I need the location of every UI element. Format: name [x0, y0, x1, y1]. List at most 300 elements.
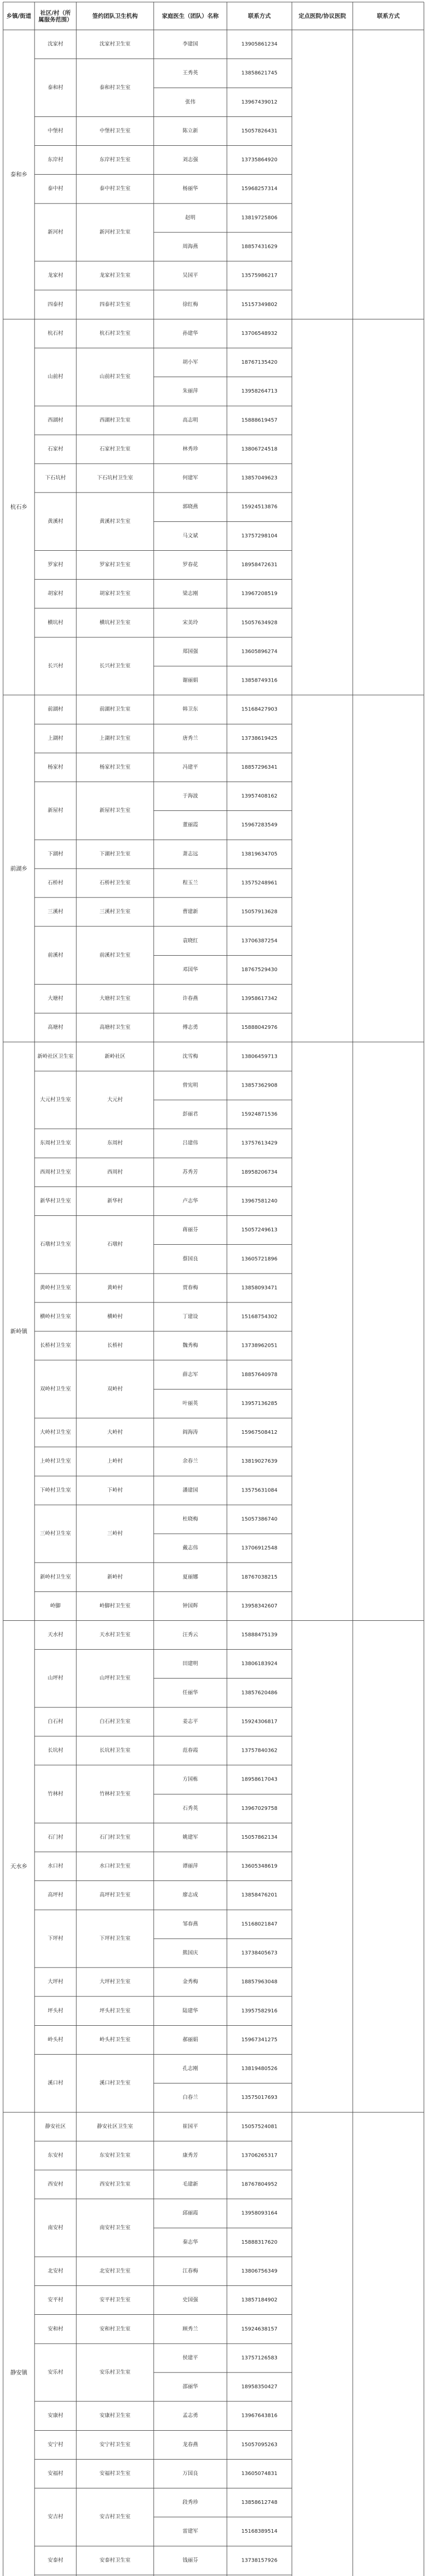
community-name: 大塘村 — [47, 996, 63, 1002]
team-name: 石家村卫生室 — [100, 446, 130, 452]
doctor-phone: 15888475139 — [241, 1632, 277, 1638]
doctor-phone: 13738619425 — [241, 735, 277, 741]
community-name: 三溪村 — [47, 909, 63, 915]
doctor-phone: 15057862134 — [241, 1834, 277, 1840]
team-name: 西湖村卫生室 — [100, 417, 130, 423]
doctor-phone: 13857184902 — [241, 2297, 277, 2303]
community-name: 竹林村 — [47, 1791, 63, 1797]
team-name: 横坑村卫生室 — [100, 620, 130, 626]
team-name: 前湖村卫生室 — [100, 706, 130, 713]
community-name: 石门村 — [47, 1834, 63, 1840]
doctor-name: 高志明 — [183, 417, 198, 423]
community-name: 安乐村 — [47, 2369, 63, 2376]
community-name: 安康村 — [47, 2413, 63, 2419]
community-name: 山前村 — [47, 374, 63, 380]
doctor-phone: 13957136285 — [241, 1400, 277, 1406]
doctor-name: 蒋丽芬 — [183, 1227, 198, 1233]
team-name: 黄溪村卫生室 — [100, 518, 130, 524]
team-name: 坪头村卫生室 — [100, 2008, 130, 2014]
column-header-1: 社区/村（所属服务范围） — [38, 9, 73, 23]
town-name: 静安镇 — [10, 2369, 27, 2376]
doctor-phone: 13735864920 — [241, 157, 277, 163]
team-name: 长兴村卫生室 — [100, 663, 130, 669]
community-name: 安福村 — [47, 2470, 63, 2477]
team-name: 静安社区卫生室 — [97, 2124, 133, 2130]
doctor-name: 周海燕 — [183, 244, 198, 250]
town-name: 前湖乡 — [10, 865, 27, 872]
doctor-phone: 13605896274 — [241, 649, 277, 655]
doctor-phone: 13575248961 — [241, 880, 277, 886]
doctor-phone: 15168389514 — [241, 2529, 277, 2535]
community-name: 西安村 — [47, 2181, 63, 2188]
community-name: 白石村 — [47, 1719, 63, 1725]
doctor-phone: 15057249613 — [241, 1227, 277, 1233]
doctor-name: 陆建华 — [183, 2008, 198, 2014]
doctor-name: 侯建平 — [183, 2355, 198, 2361]
team-name: 大岭村 — [107, 1430, 123, 1436]
doctor-name: 戴志伟 — [183, 1545, 198, 1551]
team-name: 岭脚村卫生室 — [100, 1603, 130, 1609]
column-header-0: 乡镇/街道 — [6, 12, 31, 20]
doctor-phone: 13967029758 — [241, 1805, 277, 1811]
doctor-phone: 15888317620 — [241, 2239, 277, 2245]
team-name: 三溪村卫生室 — [100, 909, 130, 915]
doctor-name: 沈雪梅 — [183, 1054, 198, 1060]
team-name: 安宁村卫生室 — [100, 2442, 130, 2448]
team-name: 山坪村卫生室 — [100, 1675, 130, 1682]
doctor-phone: 13858612748 — [241, 2500, 277, 2506]
doctor-name: 段秀珍 — [183, 2500, 198, 2506]
doctor-phone: 15168021847 — [241, 1921, 277, 1927]
doctor-phone: 13967581240 — [241, 1198, 277, 1204]
doctor-name: 冯建平 — [183, 764, 198, 770]
community-name: 大坪村 — [47, 1979, 63, 1985]
doctor-name: 彭丽君 — [183, 1111, 198, 1117]
community-name: 石桥村 — [47, 880, 63, 886]
doctor-name: 袁晓红 — [183, 938, 198, 944]
doctor-name: 曹建新 — [183, 909, 198, 915]
doctor-phone: 18857963048 — [241, 1979, 277, 1985]
doctor-name: 林秀珍 — [183, 446, 198, 452]
doctor-phone: 15057826431 — [241, 128, 277, 134]
team-name: 长坑村卫生室 — [100, 1748, 130, 1754]
team-name: 沈家村卫生室 — [100, 41, 130, 47]
doctor-phone: 15157349802 — [241, 301, 277, 308]
team-name: 大元村 — [107, 1097, 123, 1103]
doctor-phone: 15888042976 — [241, 1025, 277, 1031]
community-name: 三岭村卫生室 — [40, 1531, 71, 1537]
team-name: 上岭村 — [107, 1459, 123, 1465]
doctor-name: 方国栋 — [183, 1776, 198, 1783]
team-name: 新岭村 — [107, 1574, 123, 1580]
doctor-phone: 13819027639 — [241, 1459, 277, 1465]
team-name: 泰和村卫生室 — [100, 84, 130, 91]
team-name: 新华村 — [107, 1198, 123, 1204]
doctor-phone: 18958350427 — [241, 2384, 277, 2390]
doctor-phone: 15968257314 — [241, 186, 277, 192]
doctor-name: 钟国辉 — [183, 1603, 198, 1609]
community-name: 沈家村 — [47, 41, 63, 47]
doctor-name: 唐秀兰 — [183, 735, 198, 741]
community-name: 罗家村 — [47, 562, 63, 568]
community-name: 岭头村 — [47, 2037, 63, 2043]
community-name: 横坑村 — [47, 620, 63, 626]
doctor-phone: 13605074831 — [241, 2470, 277, 2477]
team-name: 杨家村卫生室 — [100, 764, 130, 770]
doctor-phone: 18767529430 — [241, 967, 277, 973]
doctor-name: 谢丽娟 — [183, 677, 198, 684]
team-name: 高坪村卫生室 — [100, 1892, 130, 1899]
team-name: 安泰村卫生室 — [100, 2557, 130, 2564]
doctor-phone: 13819480526 — [241, 2066, 277, 2072]
team-name: 南安村卫生室 — [100, 2225, 130, 2231]
column-header-2: 签约团队卫生机构 — [92, 12, 138, 20]
doctor-name: 苏秀芳 — [183, 1169, 198, 1175]
community-name: 黄溪村 — [47, 518, 63, 524]
doctor-name: 蔡国良 — [183, 1256, 198, 1262]
community-name: 胡家村 — [47, 591, 63, 597]
doctor-name: 何建军 — [183, 475, 198, 481]
community-name: 东岸村 — [47, 157, 63, 163]
doctor-name: 郝丽娟 — [183, 2037, 198, 2043]
community-name: 安吉村 — [47, 2514, 63, 2520]
team-name: 四泰村卫生室 — [100, 301, 130, 308]
doctor-name: 罗春花 — [183, 562, 198, 568]
team-name: 安和村卫生室 — [100, 2326, 130, 2332]
team-name: 山前村卫生室 — [100, 374, 130, 380]
column-header-6: 联系方式 — [377, 12, 400, 20]
doctor-phone: 13967643816 — [241, 2413, 277, 2419]
doctor-phone: 13857620486 — [241, 1690, 277, 1696]
doctor-name: 马文斌 — [183, 533, 198, 539]
town-name: 杭石乡 — [10, 503, 27, 511]
doctor-phone: 13957582916 — [241, 2008, 277, 2014]
doctor-phone: 13738962051 — [241, 1343, 277, 1349]
doctor-phone: 13706548932 — [241, 330, 277, 336]
doctor-name: 叶丽英 — [183, 1400, 198, 1406]
community-name: 新河村 — [47, 229, 63, 235]
doctor-phone: 15057386740 — [241, 1516, 277, 1522]
doctor-name: 程玉兰 — [183, 880, 198, 886]
community-name: 杭石村 — [47, 330, 63, 336]
community-name: 北安村 — [47, 2268, 63, 2275]
doctor-phone: 15057634928 — [241, 620, 277, 626]
doctor-phone: 15924513876 — [241, 504, 277, 510]
doctor-phone: 13858093471 — [241, 1285, 277, 1291]
team-name: 黄岭村 — [107, 1285, 123, 1291]
doctor-phone: 13757298104 — [241, 533, 277, 539]
doctor-name: 张伟 — [185, 99, 195, 105]
team-name: 前溪村卫生室 — [100, 952, 130, 958]
doctor-phone: 15168754302 — [241, 1314, 277, 1320]
doctor-name: 王秀英 — [183, 70, 198, 76]
doctor-name: 龙春燕 — [183, 2442, 198, 2448]
doctor-phone: 13958617342 — [241, 996, 277, 1002]
doctor-phone: 13858476201 — [241, 1892, 277, 1899]
doctor-name: 杨丽华 — [183, 186, 198, 192]
doctor-name: 魏秀梅 — [183, 1343, 198, 1349]
community-name: 新华村卫生室 — [40, 1198, 71, 1204]
team-name: 长桥村 — [107, 1343, 123, 1349]
doctor-phone: 13806183924 — [241, 1661, 277, 1667]
community-name: 山坪村 — [47, 1675, 63, 1682]
doctor-phone: 13757126583 — [241, 2355, 277, 2361]
community-name: 下坪村 — [47, 1936, 63, 1942]
doctor-name: 陈立新 — [183, 128, 198, 134]
column-header-4: 联系方式 — [248, 12, 271, 20]
doctor-name: 卢志华 — [183, 1198, 198, 1204]
doctor-name: 傅志勇 — [183, 1025, 198, 1031]
community-name: 大岭村卫生室 — [40, 1430, 71, 1436]
doctor-name: 徐红梅 — [183, 301, 198, 308]
doctor-name: 汪秀云 — [183, 1632, 198, 1638]
community-name: 静安社区 — [45, 2124, 66, 2130]
team-name: 新屋村卫生室 — [100, 808, 130, 814]
doctor-phone: 13738405673 — [241, 1950, 277, 1956]
team-name: 安乐村卫生室 — [100, 2369, 130, 2376]
team-name: 罗家村卫生室 — [100, 562, 130, 568]
doctor-phone: 13967208519 — [241, 591, 277, 597]
community-name: 下石坑村 — [45, 475, 66, 481]
doctor-name: 许春燕 — [183, 996, 198, 1002]
doctor-name: 刘志强 — [183, 157, 198, 163]
column-header-5: 定点医院/协议医院 — [298, 12, 347, 20]
doctor-phone: 13575986217 — [241, 273, 277, 279]
doctor-phone: 13905861234 — [241, 41, 277, 47]
doctor-phone: 15057095263 — [241, 2442, 277, 2448]
doctor-name: 孟志勇 — [183, 2413, 198, 2419]
team-name: 双岭村 — [107, 1386, 123, 1392]
community-name: 安泰村 — [47, 2557, 63, 2564]
team-name: 石门村卫生室 — [100, 1834, 130, 1840]
doctor-name: 任丽华 — [183, 1690, 198, 1696]
doctor-name: 夏丽娜 — [183, 1574, 198, 1580]
team-name: 胡家村卫生室 — [100, 591, 130, 597]
community-name: 安和村 — [47, 2326, 63, 2332]
doctor-phone: 13957408162 — [241, 793, 277, 800]
doctor-name: 薛志军 — [183, 1371, 198, 1378]
doctor-name: 余春兰 — [183, 1459, 198, 1465]
community-name: 溪口村 — [47, 2080, 63, 2087]
doctor-name: 金秀梅 — [183, 1979, 198, 1985]
community-name: 新岭村卫生室 — [40, 1574, 71, 1580]
team-name: 大塘村卫生室 — [100, 996, 130, 1002]
doctor-phone: 13806459713 — [241, 1054, 277, 1060]
team-name: 东安村卫生室 — [100, 2153, 130, 2159]
doctor-name: 赵明 — [185, 215, 195, 221]
doctor-phone: 13819725806 — [241, 215, 277, 221]
doctor-phone: 13958264713 — [241, 388, 277, 395]
doctor-phone: 15924638157 — [241, 2326, 277, 2332]
doctor-name: 范春霞 — [183, 1748, 198, 1754]
team-name: 横岭村 — [107, 1314, 123, 1320]
doctor-phone: 18767135420 — [241, 360, 277, 366]
community-name: 西湖村 — [47, 417, 63, 423]
community-name: 安宁村 — [47, 2442, 63, 2448]
team-name: 东周村 — [107, 1140, 123, 1146]
doctor-name: 毛建新 — [183, 2181, 198, 2188]
team-name: 上湖村卫生室 — [100, 735, 130, 741]
column-header-3: 家庭医生（团队）名称 — [162, 12, 219, 20]
doctor-name: 钱丽芬 — [183, 2557, 198, 2564]
doctor-phone: 13575631084 — [241, 1487, 277, 1494]
doctor-phone: 15967283549 — [241, 822, 277, 828]
community-name: 泰中村 — [47, 186, 63, 192]
team-name: 溪口村卫生室 — [100, 2080, 130, 2087]
doctor-phone: 15967508412 — [241, 1430, 277, 1436]
doctor-phone: 13757840362 — [241, 1748, 277, 1754]
team-name: 岭头村卫生室 — [100, 2037, 130, 2043]
team-name: 龙家村卫生室 — [100, 273, 130, 279]
doctor-phone: 18767804952 — [241, 2181, 277, 2188]
community-name: 泰和村 — [47, 84, 63, 91]
doctor-name: 郑国强 — [183, 649, 198, 655]
doctor-phone: 13605348619 — [241, 1863, 277, 1870]
doctor-name: 万国良 — [183, 2470, 198, 2477]
doctor-name: 姜志平 — [183, 1719, 198, 1725]
team-name: 石桥村卫生室 — [100, 880, 130, 886]
doctor-name: 田建明 — [183, 1661, 198, 1667]
community-name: 高塘村 — [47, 1025, 63, 1031]
doctor-phone: 13706387254 — [241, 938, 277, 944]
community-name: 石墩村卫生室 — [40, 1242, 71, 1248]
team-name: 北安村卫生室 — [100, 2268, 130, 2275]
doctor-phone: 15168427903 — [241, 706, 277, 713]
doctor-name: 阎海涛 — [183, 1430, 198, 1436]
doctor-name: 邓国华 — [183, 967, 198, 973]
doctor-name: 梁志刚 — [183, 591, 198, 597]
team-name: 安吉村卫生室 — [100, 2514, 130, 2520]
doctor-phone: 15924871536 — [241, 1111, 277, 1117]
community-name: 大元村卫生室 — [40, 1097, 71, 1103]
doctor-name: 吴国平 — [183, 273, 198, 279]
community-name: 安平村 — [47, 2297, 63, 2303]
team-name: 下坪村卫生室 — [100, 1936, 130, 1942]
doctor-name: 孔志刚 — [183, 2066, 198, 2072]
team-name: 竹林村卫生室 — [100, 1791, 130, 1797]
community-name: 东周村卫生室 — [40, 1140, 71, 1146]
doctor-phone: 18857640978 — [241, 1371, 277, 1378]
doctor-name: 孙建华 — [183, 330, 198, 336]
town-name: 泰和乡 — [10, 171, 27, 178]
team-name: 石墩村 — [107, 1242, 123, 1248]
doctor-name: 康秀芳 — [183, 2153, 198, 2159]
doctor-name: 于海波 — [183, 793, 198, 800]
team-name: 天水村卫生室 — [100, 1632, 130, 1638]
doctor-name: 曾宪明 — [183, 1082, 198, 1089]
doctor-phone: 13858621745 — [241, 70, 277, 76]
team-name: 新河村卫生室 — [100, 229, 130, 235]
doctor-phone: 13605721896 — [241, 1256, 277, 1262]
doctor-phone: 15967341275 — [241, 2037, 277, 2043]
community-name: 前溪村 — [47, 952, 63, 958]
doctor-name: 熊国庆 — [183, 1950, 198, 1956]
team-name: 高塘村卫生室 — [100, 1025, 130, 1031]
team-name: 下岭村 — [107, 1487, 123, 1494]
doctor-phone: 18857431629 — [241, 244, 277, 250]
team-name: 西安村卫生室 — [100, 2181, 130, 2188]
community-name: 前湖村 — [47, 706, 63, 713]
community-name: 岭脚 — [50, 1603, 61, 1609]
doctor-name: 顾秀兰 — [183, 2326, 198, 2332]
town-name: 天水乡 — [10, 1863, 27, 1870]
doctor-phone: 15057913628 — [241, 909, 277, 915]
doctor-name: 朱丽萍 — [183, 388, 198, 395]
doctor-phone: 13706265317 — [241, 2153, 277, 2159]
community-name: 新屋村 — [47, 808, 63, 814]
community-name: 长兴村 — [47, 663, 63, 669]
doctor-phone: 15888619457 — [241, 417, 277, 423]
team-name: 白石村卫生室 — [100, 1719, 130, 1725]
team-name: 东岸村卫生室 — [100, 157, 130, 163]
doctor-name: 石秀英 — [183, 1805, 198, 1811]
doctor-phone: 13806756349 — [241, 2268, 277, 2275]
community-name: 坪头村 — [47, 2008, 63, 2014]
community-name: 长坑村 — [47, 1748, 63, 1754]
doctor-name: 贾春梅 — [183, 1285, 198, 1291]
doctor-name: 秦志华 — [183, 2239, 198, 2245]
doctor-name: 谭丽萍 — [183, 1863, 198, 1870]
doctor-name: 李建国 — [183, 41, 198, 47]
team-name: 下石坑村卫生室 — [97, 475, 133, 481]
doctor-name: 邹春燕 — [183, 1921, 198, 1927]
doctor-name: 潘建国 — [183, 1487, 198, 1494]
doctor-phone: 13958093164 — [241, 2210, 277, 2216]
doctor-phone: 13857049623 — [241, 475, 277, 481]
doctor-name: 廖志成 — [183, 1892, 198, 1899]
community-name: 西周村卫生室 — [40, 1169, 71, 1175]
doctor-name: 胡小军 — [183, 360, 198, 366]
doctor-phone: 13575017693 — [241, 2095, 277, 2101]
community-name: 天水村 — [47, 1632, 63, 1638]
doctor-phone: 18958617043 — [241, 1776, 277, 1783]
doctor-name: 姚建军 — [183, 1834, 198, 1840]
doctor-name: 崔国平 — [183, 2124, 198, 2130]
doctor-name: 萧志远 — [183, 851, 198, 857]
community-name: 下岭村卫生室 — [40, 1487, 71, 1494]
team-name: 三岭村 — [107, 1531, 123, 1537]
doctor-phone: 15057524081 — [241, 2124, 277, 2130]
community-name: 杨家村 — [47, 764, 63, 770]
doctor-phone: 18767038215 — [241, 1574, 277, 1580]
team-name: 安福村卫生室 — [100, 2470, 130, 2477]
community-name: 新岭社区卫生室 — [37, 1054, 74, 1060]
team-name: 中堡村卫生室 — [100, 128, 130, 134]
table-body — [10, 41, 277, 2576]
doctor-name: 郭晓燕 — [183, 504, 198, 510]
community-name: 双岭村卫生室 — [40, 1386, 71, 1392]
doctor-phone: 13857362908 — [241, 1082, 277, 1089]
team-name: 杭石村卫生室 — [100, 330, 130, 336]
team-name: 泰中村卫生室 — [100, 186, 130, 192]
team-name: 安康村卫生室 — [100, 2413, 130, 2419]
doctor-phone: 13757613429 — [241, 1140, 277, 1146]
community-name: 石家村 — [47, 446, 63, 452]
doctor-name: 宋美玲 — [183, 620, 198, 626]
community-name: 四泰村 — [47, 301, 63, 308]
doctor-phone: 18958472631 — [241, 562, 277, 568]
doctor-name: 史国强 — [183, 2297, 198, 2303]
team-name: 下湖村卫生室 — [100, 851, 130, 857]
community-name: 黄岭村卫生室 — [40, 1285, 71, 1291]
doctor-name: 杜晓梅 — [183, 1516, 198, 1522]
team-name: 新岭社区 — [105, 1054, 125, 1060]
community-name: 南安村 — [47, 2225, 63, 2231]
community-name: 中堡村 — [47, 128, 63, 134]
doctor-name: 董丽霞 — [183, 822, 198, 828]
doctor-phone: 13806724518 — [241, 446, 277, 452]
doctor-phone: 18857296341 — [241, 764, 277, 770]
